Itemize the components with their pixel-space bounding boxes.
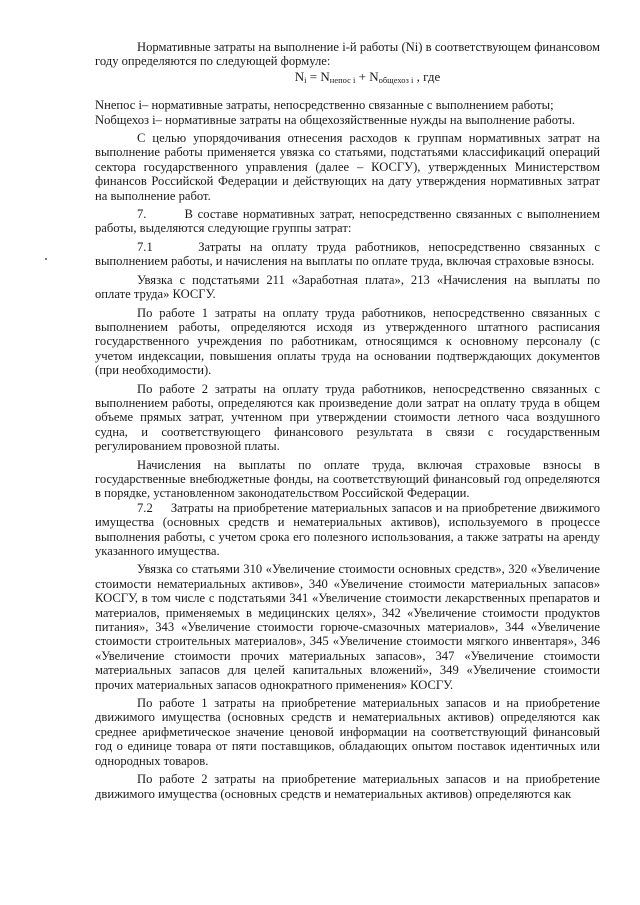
paragraph-kosgu-310-349: Увязка со статьями 310 «Увеличение стоимости основных средств», 320 «Увеличение стоимости нематериальных активов», 340 «Увеличение стоимости материальных запасов» КОСГУ, в том числе с подстатьями 341 «Увеличение стоимости лекарственных препаратов и материалов, применяемых в медицинских целях», 342 «Увеличение стоимости продуктов питания», 343 «Увеличение стоимости горюче-смазочных материалов», 344 «Увеличение стоимости строительных материалов», 345 «Увеличение стоимости мягкого инвентаря», 346 «Увеличение стоимости прочих материальных запасов», 347 «Увеличение стоимости материальных запасов для целей капитальных вложений», 349 «Увеличение стоимости прочих материальных запасов однократного применения» КОСГУ. — [95, 562, 600, 692]
section-7-2: 7.2 Затраты на приобретение материальных запасов и на приобретение движимого имущества (основных средств и нематериальных активов), используемого в процессе выполнения работы, с учетом срока его полезного использования, а также затраты на аренду указанного имущества. — [95, 500, 600, 558]
section-7-1: 7.1 Затраты на оплату труда работников, непосредственно связанных с выполнением работы, и начисления на выплаты по оплате труда, включая страховые взносы. — [95, 239, 600, 269]
definition-direct: Nнепос i– нормативные затраты, непосредственно связанные с выполнением работы; — [95, 98, 554, 113]
definition-overhead: Nобщехоз i– нормативные затраты на общехозяйственные нужды на выполнение работы. — [95, 112, 575, 127]
paragraph-work-2-materials: По работе 2 затраты на приобретение материальных запасов и на приобретение движимого имущества (основных средств и нематериальных активов) определяются как — [95, 772, 600, 801]
formula: $N_i = N_{непос i} + N_{общехоз i}$ , где — [294, 68, 441, 85]
paragraph-insurance: Начисления на выплаты по оплате труда, включая страховые взносы в государственные внебюджетные фонды, на соответствующий финансовый год определяются в порядке, установленном законодательством Российской Федерации. — [95, 457, 600, 501]
paragraph-kosgu-link: С целью упорядочивания отнесения расходов к группам нормативных затрат на выполнение работы применяется увязка со статьями, подстатьями классификаций операций сектора государственного управления (далее – КОСГУ), утвержденных Министерством финансов Российской Федерации и действующих на дату утверждения нормативных затрат на выполнение работ. — [95, 131, 600, 203]
paragraph-work-2-labor: По работе 2 затраты на оплату труда работников, непосредственно связанных с выполнением работы, определяются как произведение доли затрат на оплату труда в общем объеме прямых затрат, учтенном при утверждении стоимости летного часа воздушного судна, и соответствующего финансового результата в связи с государственным регулированием провозной платы. — [95, 381, 600, 454]
paragraph-work-1-materials: По работе 1 затраты на приобретение материальных запасов и на приобретение движимого имущества (основных средств и нематериальных активов) определяются как среднее арифметическое значение ценовой информации на соответствующий финансовый год о единице товара от пяти поставщиков, обладающих опытом поставок идентичных или однородных товаров. — [95, 696, 600, 768]
section-7: 7. В составе нормативных затрат, непосредственно связанных с выполнением работы, выделяются следующие группы затрат: — [95, 207, 600, 236]
scan-speck — [45, 258, 47, 260]
paragraph-work-1-labor: По работе 1 затраты на оплату труда работников, непосредственно связанных с выполнением работы, определяются исходя из утвержденного штатного расписания государственного учреждения по работникам, относящимся к основному персоналу (с учетом индексации, повышения оплаты труда на основании подтверждающих документов (при необходимости). — [95, 305, 600, 378]
paragraph-kosgu-211-213: Увязка с подстатьями 211 «Заработная плата», 213 «Начисления на выплаты по оплате труда» КОСГУ. — [95, 272, 600, 302]
paragraph-intro: Нормативные затраты на выполнение i-й работы (Ni) в соответствующем финансовом году определяются по следующей формуле: — [95, 40, 600, 69]
document-body — [95, 40, 600, 801]
